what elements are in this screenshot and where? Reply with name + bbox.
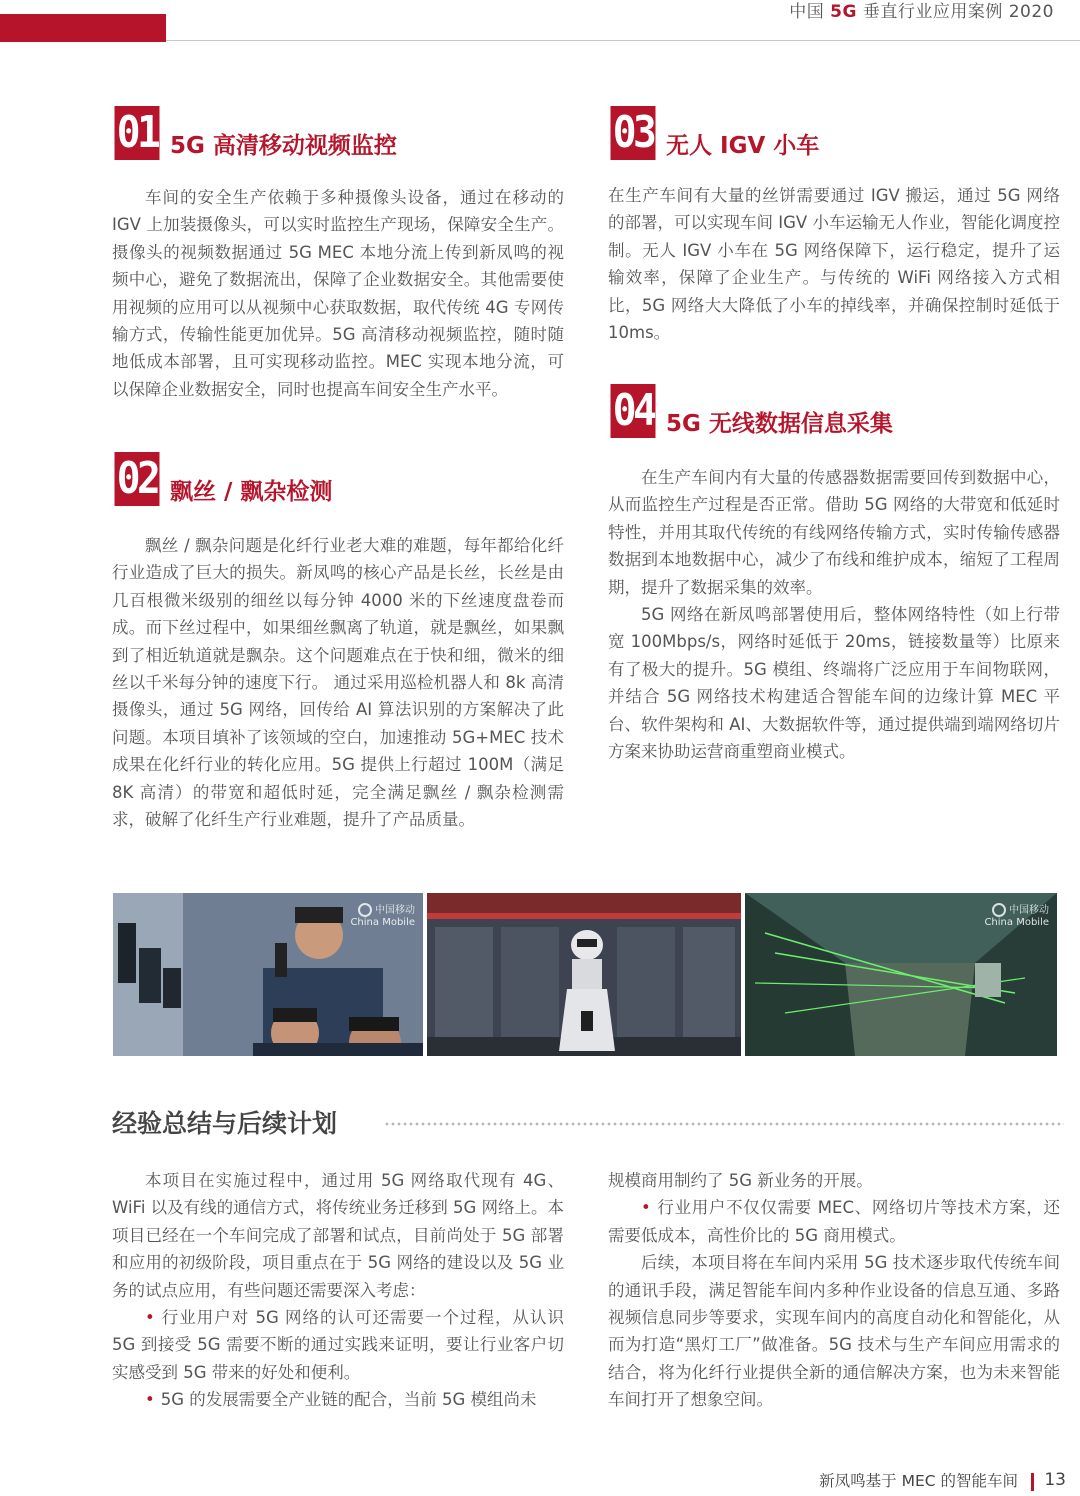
header-title-prefix: 中国: [789, 2, 831, 22]
section-paragraph: 车间的安全生产依赖于多种摄像头设备，通过在移动的 IGV 上加装摄像头，可以实时监控生产现场，保障安全生产。摄像头的视频数据通过 5G MEC 本地分流上传到新凤鸣的视频中心，避免了数据流出，保障了企业数据安全。其他需要使用视频的应用可以从视频中心获取数据，取代传统 4G 专网传输方式，传输性能更加优异。5G 高清移动视频监控，随时随地低成本部署，且可实现移动监控。MEC 实现本地分流，可以保障企业数据安全，同时也提高车间安全生产水平。: [112, 188, 564, 399]
summary-intro: 本项目在实施过程中，通过用 5G 网络取代现有 4G、WiFi 以及有线的通信方式，将传统业务迁移到 5G 网络上。本项目已经在一个车间完成了部署和试点，目前尚处于 5G 部署和应用的初级阶段，项目重点在于 5G 网络的建设以及 5G 业务的试点应用，有些问题还需要深入考虑：: [112, 1171, 564, 1300]
section-paragraph: 在生产车间有大量的丝饼需要通过 IGV 搬运，通过 5G 网络的部署，可以实现车间 IGV 小车运输无人作业，智能化调度控制。无人 IGV 小车在 5G 网络保障下，运行稳定，提升了运输效率，保障了企业生产。与传统的 WiFi 网络接入方式相比，5G 网络大大降低了小车的掉线率，并确保控制时延低于 10ms。: [608, 186, 1060, 343]
summary-plan: 后续，本项目将在车间内采用 5G 技术逐步取代传统车间的通讯手段，满足智能车间内多种作业设备的信息互通、多路视频信息同步等要求，实现车间内的高度自动化和智能化，从而为打造“黑灯工厂”做准备。5G 技术与生产车间应用需求的结合，将为化纤行业提供全新的通信解决方案，也为未来智能车间打开了想象空间。: [608, 1253, 1060, 1410]
section-paragraph: 飘丝 / 飘杂问题是化纤行业老大难的难题，每年都给化纤行业造成了巨大的损失。新凤鸣的核心产品是长丝，长丝是由几百根微米级别的细丝以每分钟 4000 米的下丝速度盘卷而成。而下丝过程中，如果细丝飘离了轨道，就是飘丝，如果飘到了相近轨道就是飘杂。这个问题难点在于快和细，微米的细丝以千米每分钟的速度下行。 通过采用巡检机器人和 8k 高清摄像头，通过 5G 网络，回传给 AI 算法识别的方案解决了此问题。本项目填补了该领域的空白，加速推动 5G+MEC 技术成果在化纤行业的转化应用。5G 提供上行超过 100M（满足 8K 高清）的带宽和超低时延，完全满足飘丝 / 飘杂检测需求，破解了化纤生产行业难题，提升了产品质量。: [112, 536, 564, 830]
running-header: [789, 0, 1054, 24]
header-accent-bar: [0, 14, 166, 42]
section-number: 02: [115, 452, 160, 506]
section-heading: [608, 106, 1060, 164]
summary-left-column: [112, 1167, 564, 1414]
section-01: [112, 106, 564, 403]
footer-divider: [1031, 1473, 1034, 1491]
page-number: 13: [1044, 1470, 1066, 1490]
china-mobile-logo: 中国移动 China Mobile: [984, 905, 1049, 928]
header-title-highlight: 5G: [830, 2, 857, 22]
photo-igv-workshop: [745, 893, 1057, 1056]
section-04: [608, 384, 1060, 765]
section-title: 无人 IGV 小车: [666, 133, 820, 159]
bullet-icon: •: [145, 1308, 155, 1328]
section-title: 飘丝 / 飘杂检测: [170, 479, 333, 505]
section-title: 5G 高清移动视频监控: [170, 133, 397, 159]
running-footer: 新凤鸣基于 MEC 的智能车间: [819, 1472, 1018, 1490]
bullet-icon: •: [145, 1390, 155, 1410]
summary-continuation: 规模商用制约了 5G 新业务的开展。: [608, 1171, 873, 1190]
section-02: [112, 452, 564, 833]
summary-dotted-rule: [384, 1120, 1064, 1128]
header-title-suffix: 垂直行业应用案例 2020: [856, 2, 1054, 22]
china-mobile-logo-icon: [358, 903, 372, 917]
section-paragraph: 在生产车间内有大量的传感器数据需要回传到数据中心，从而监控生产过程是否正常。借助 5G 网络的大带宽和低延时特性，并用其取代传统的有线网络传输方式，实时传输传感器数据到本地数据中心，减少了布线和维护成本，缩短了工程周期，提升了数据采集的效率。: [608, 468, 1060, 597]
bullet-icon: •: [641, 1198, 651, 1218]
photo-robot-illustration: [427, 893, 741, 1056]
china-mobile-logo: 中国移动 China Mobile: [350, 905, 415, 928]
photo-strip: [113, 893, 1057, 1056]
section-number: 03: [611, 106, 656, 160]
section-title: 5G 无线数据信息采集: [666, 411, 893, 437]
section-number: 01: [115, 106, 160, 160]
summary-right-column: [608, 1167, 1060, 1414]
china-mobile-logo-icon: [992, 903, 1006, 917]
photo-inspection-robot: [427, 893, 741, 1056]
header-rule: [166, 40, 1080, 41]
section-heading: [112, 106, 564, 164]
summary-bullet: • 5G 的发展需要全产业链的配合，当前 5G 模组尚未: [145, 1390, 537, 1410]
section-03: [608, 106, 1060, 346]
section-number: 04: [611, 384, 656, 438]
section-heading: [608, 384, 1060, 442]
section-paragraph: 5G 网络在新凤鸣部署使用后，整体网络特性（如上行带宽 100Mbps/s，网络时延低于 20ms，链接数量等）比原来有了极大的提升。5G 模组、终端将广泛应用于车间物联网，并结合 5G 网络技术构建适合智能车间的边缘计算 MEC 平台、软件架构和 AI、大数据软件等，通过提供端到端网络切片方案来协助运营商重塑商业模式。: [608, 605, 1060, 762]
summary-bullet: • 行业用户对 5G 网络的认可还需要一个过程，从认识 5G 到接受 5G 需要不断的通过实践来证明，要让行业客户切实感受到 5G 带来的好处和便利。: [112, 1308, 564, 1382]
photo-operator-with-radio: [113, 893, 423, 1056]
summary-heading: 经验总结与后续计划: [112, 1109, 338, 1138]
summary-bullet: • 行业用户不仅仅需要 MEC、网络切片等技术方案，还需要低成本，高性价比的 5G 商用模式。: [608, 1198, 1060, 1245]
section-heading: [112, 452, 564, 510]
